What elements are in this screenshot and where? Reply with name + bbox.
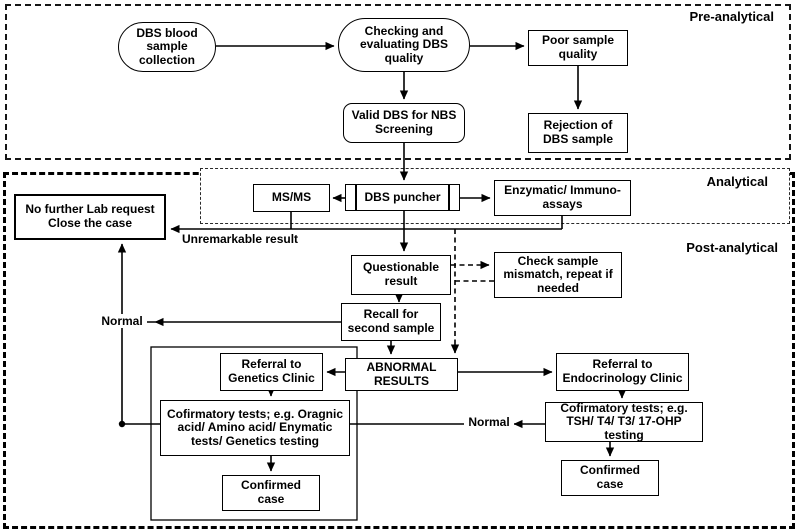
node-abnormal-results: ABNORMAL RESULTS (345, 358, 458, 391)
node-referral-genetics-clinic: Referral to Genetics Clinic (220, 353, 323, 391)
label-unremarkable-result: Unremarkable result (182, 232, 299, 246)
node-ms-ms: MS/MS (253, 184, 330, 212)
no-further-line-1: No further Lab request (25, 202, 155, 217)
node-rejection-of-dbs-sample: Rejection of DBS sample (528, 113, 628, 153)
node-check-sample-mismatch: Check sample mismatch, repeat if needed (494, 252, 622, 298)
node-dbs-blood-sample-collection: DBS blood sample collection (118, 22, 216, 72)
node-valid-dbs-for-nbs: Valid DBS for NBS Screening (343, 103, 465, 143)
node-confirmed-case-endocrinology: Confirmed case (561, 460, 659, 496)
node-enzymatic-immuno-assays: Enzymatic/ Immuno-assays (494, 180, 631, 216)
label-normal-recall: Normal (97, 314, 147, 328)
node-confirmed-case-genetics: Confirmed case (222, 475, 320, 511)
node-checking-evaluating-quality: Checking and evaluating DBS quality (338, 18, 470, 72)
label-post-analytical: Post-analytical (686, 240, 778, 255)
node-referral-endocrinology-clinic: Referral to Endocrinology Clinic (556, 353, 689, 391)
node-confirmatory-tests-endocrinology: Cofirmatory tests; e.g. TSH/ T4/ T3/ 17-OHP testing (545, 402, 703, 442)
no-further-line-2: Close the case (47, 216, 133, 230)
node-dbs-puncher: DBS puncher (345, 184, 460, 211)
label-analytical: Analytical (706, 174, 768, 189)
node-no-further-lab-request (14, 194, 166, 240)
node-poor-sample-quality: Poor sample quality (528, 30, 628, 66)
node-questionable-result: Questionable result (351, 255, 451, 295)
node-confirmatory-tests-genetics: Cofirmatory tests; e.g. Oragnic acid/ Amino acid/ Enymatic tests/ Genetics testing (160, 400, 350, 456)
node-recall-second-sample: Recall for second sample (341, 303, 441, 341)
label-normal-confirmatory: Normal (464, 415, 514, 429)
label-pre-analytical: Pre-analytical (689, 9, 774, 24)
